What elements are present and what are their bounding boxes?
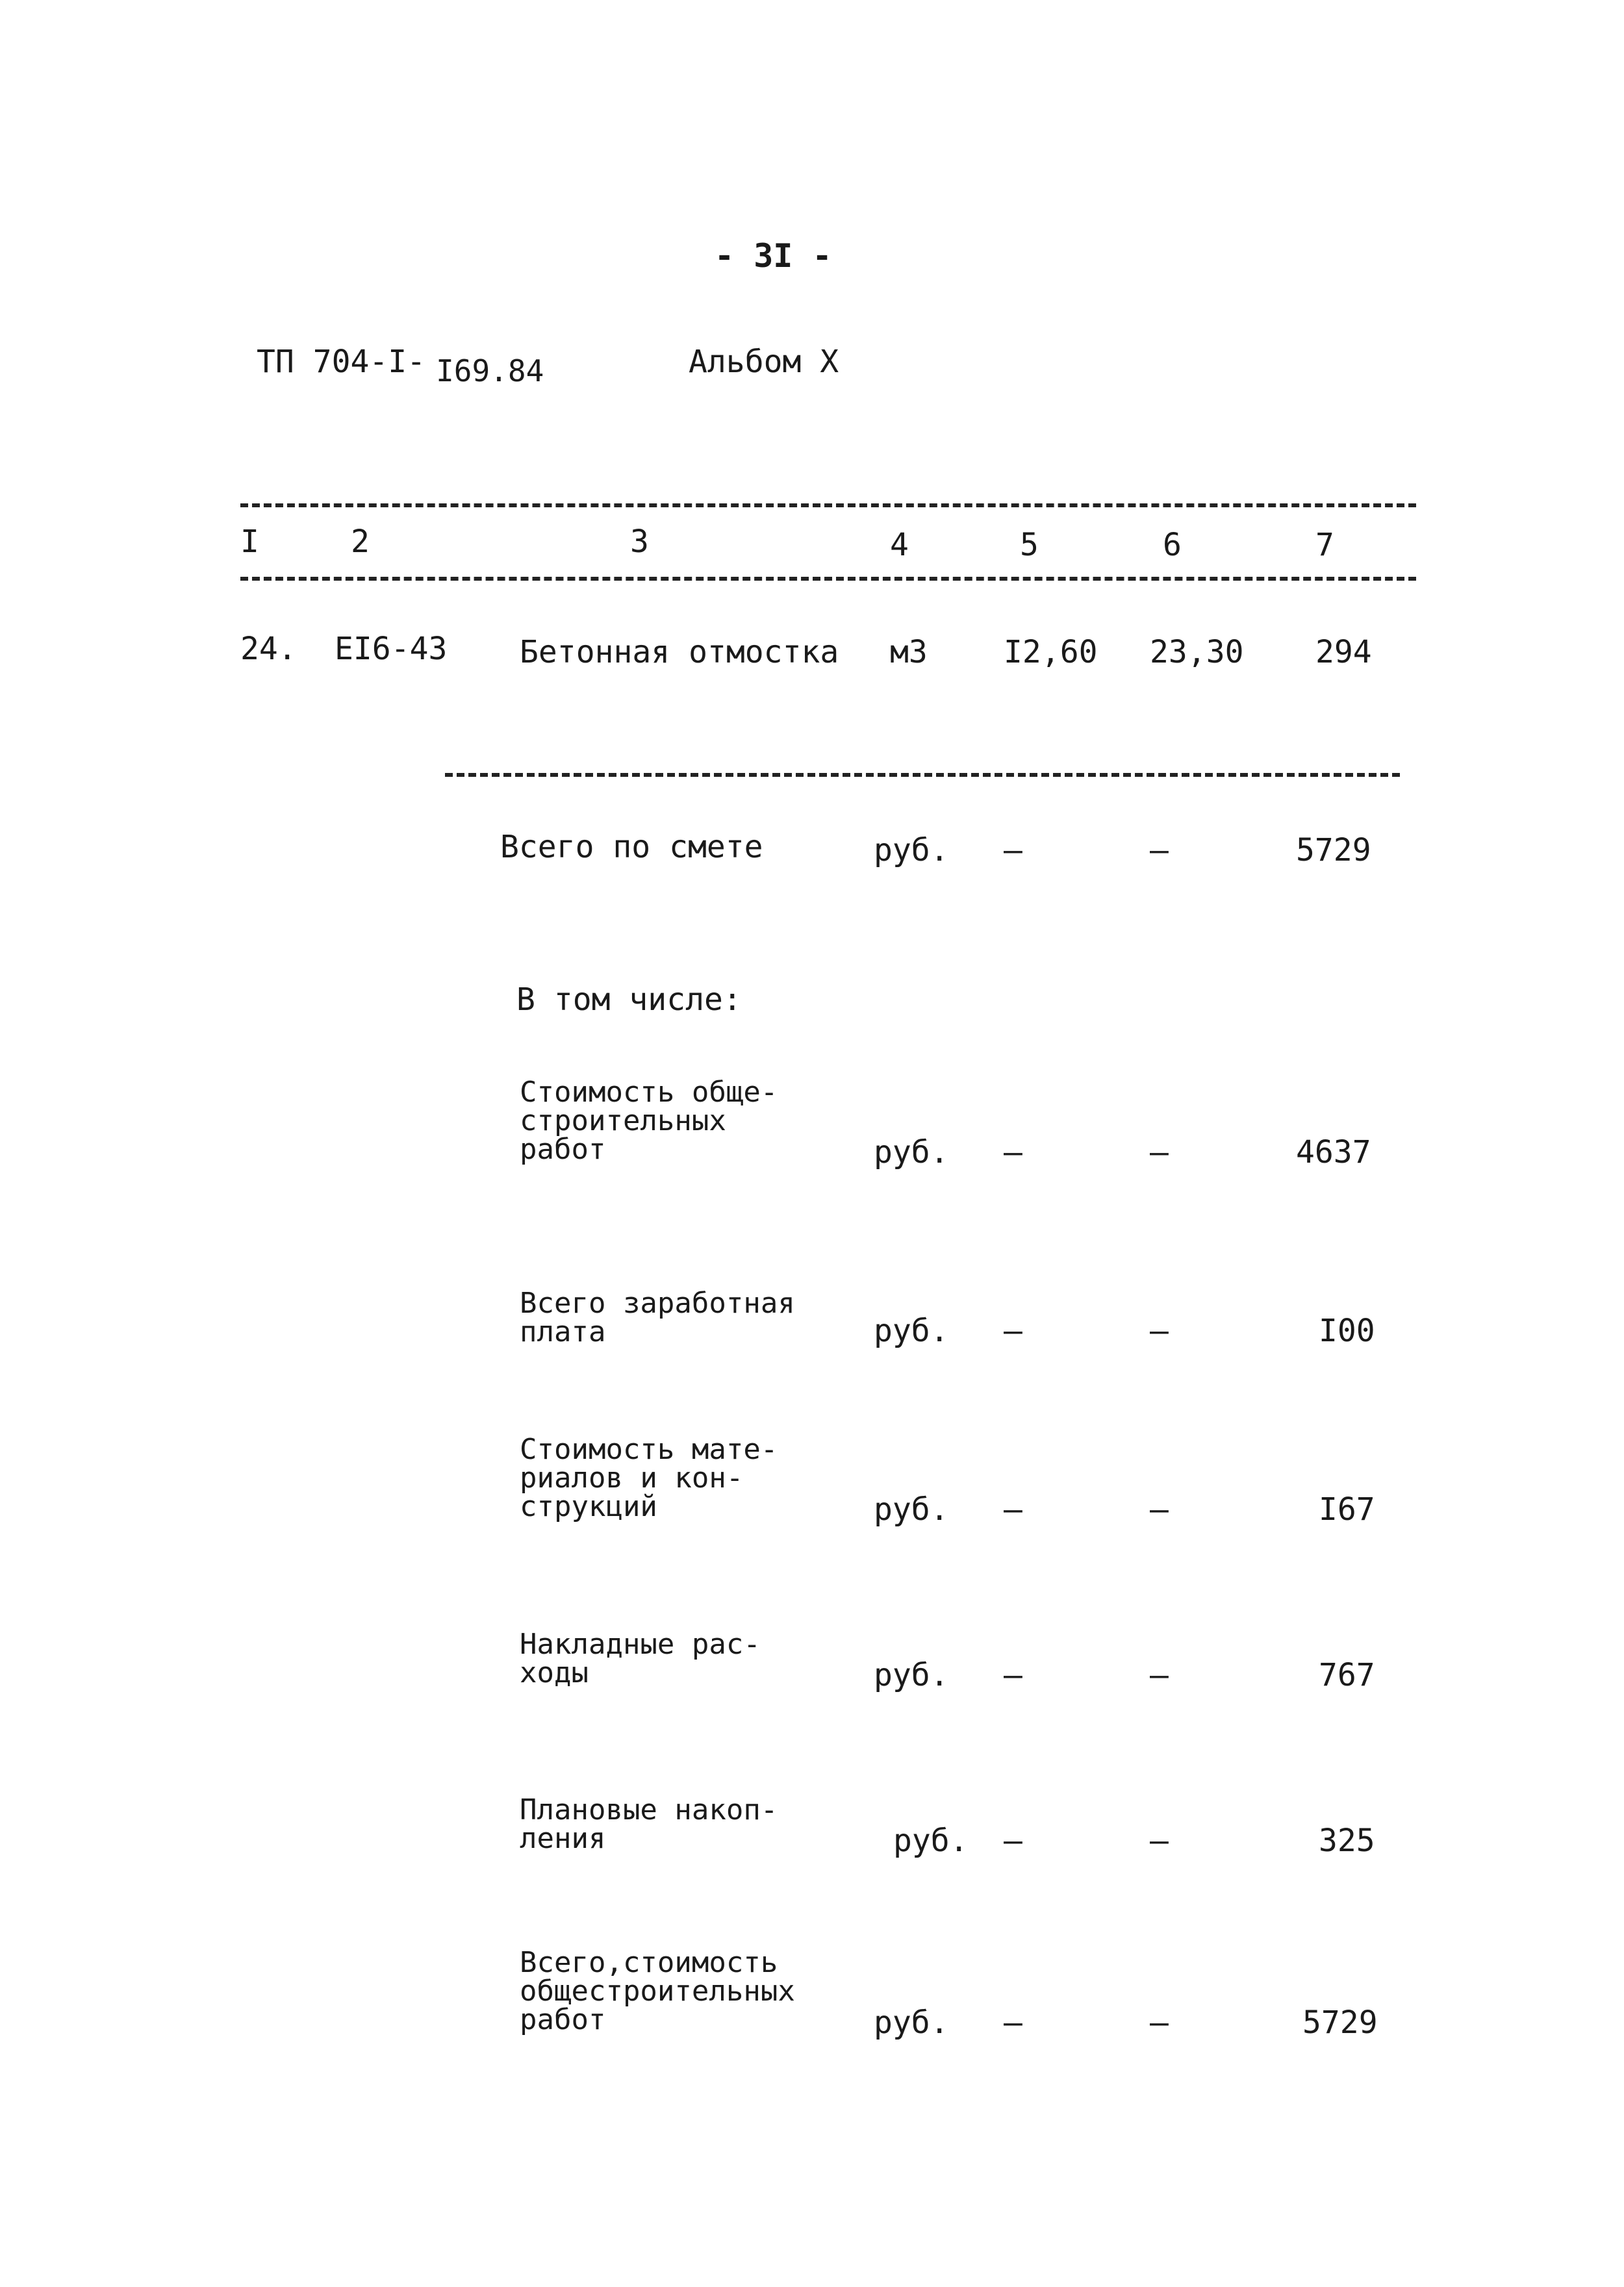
header-top-rule: [240, 503, 1416, 507]
total-col6: –: [1150, 832, 1169, 868]
item-unit: руб.: [874, 1491, 949, 1528]
item-col6: –: [1150, 1313, 1169, 1349]
item-unit: руб.: [874, 2004, 949, 2041]
row-quantity: I2,60: [1004, 634, 1098, 670]
column-header-1: I: [240, 524, 259, 560]
item-name: Стоимость мате- риалов и кон- струкций: [520, 1433, 778, 1523]
total-value: 5729: [1296, 832, 1371, 868]
row-price: 23,30: [1150, 634, 1244, 670]
total-col5: –: [1004, 832, 1022, 868]
item-value: 5729: [1302, 2004, 1378, 2041]
item-value: 767: [1319, 1657, 1375, 1693]
item-unit: руб.: [874, 1134, 949, 1170]
item-name: Всего,стоимость общестроительных работ: [520, 1946, 795, 2036]
row-unit: м3: [890, 634, 928, 670]
item-col6: –: [1150, 2004, 1169, 2041]
item-col5: –: [1004, 1134, 1022, 1170]
including-label: В том числе:: [516, 981, 742, 1018]
item-col6: –: [1150, 1657, 1169, 1693]
item-col5: –: [1004, 1491, 1022, 1528]
item-col5: –: [1004, 1657, 1022, 1693]
column-header-5: 5: [1020, 527, 1039, 563]
item-name: Накладные рас- ходы: [520, 1628, 761, 1689]
item-name: Стоимость обще- строительных работ: [520, 1076, 778, 1166]
total-unit: руб.: [874, 832, 949, 868]
item-name: Всего заработная плата: [520, 1287, 795, 1348]
item-value: 4637: [1296, 1134, 1371, 1170]
item-value: I67: [1319, 1491, 1375, 1528]
item-name: Плановые накоп- ления: [520, 1793, 778, 1855]
item-col5: –: [1004, 1313, 1022, 1349]
item-col6: –: [1150, 1823, 1169, 1859]
item-value: 325: [1319, 1823, 1375, 1859]
total-name: Всего по смете: [500, 829, 763, 865]
item-unit: руб.: [874, 1313, 949, 1349]
document-code: [257, 344, 544, 388]
row-number: 24.: [240, 631, 297, 667]
item-unit: руб.: [893, 1823, 969, 1859]
total-rule: [445, 773, 1400, 777]
column-header-7: 7: [1315, 527, 1334, 563]
header-bottom-rule: [240, 577, 1416, 581]
document-code-prefix: ТП 704-I-: [257, 344, 426, 380]
row-total: 294: [1315, 634, 1372, 670]
item-unit: руб.: [874, 1657, 949, 1693]
item-col5: –: [1004, 1823, 1022, 1859]
album-label: Альбом X: [689, 344, 839, 380]
column-header-2: 2: [351, 524, 370, 560]
column-header-6: 6: [1163, 527, 1182, 563]
item-col5: –: [1004, 2004, 1022, 2041]
row-code: ЕI6-43: [335, 631, 448, 667]
item-col6: –: [1150, 1491, 1169, 1528]
item-value: I00: [1319, 1313, 1375, 1349]
item-col6: –: [1150, 1134, 1169, 1170]
page-number: - 3I -: [715, 237, 832, 275]
document-code-suffix: I69.84: [436, 353, 544, 388]
column-header-4: 4: [890, 527, 909, 563]
column-header-3: 3: [630, 524, 649, 560]
row-name: Бетонная отмостка: [520, 634, 839, 670]
